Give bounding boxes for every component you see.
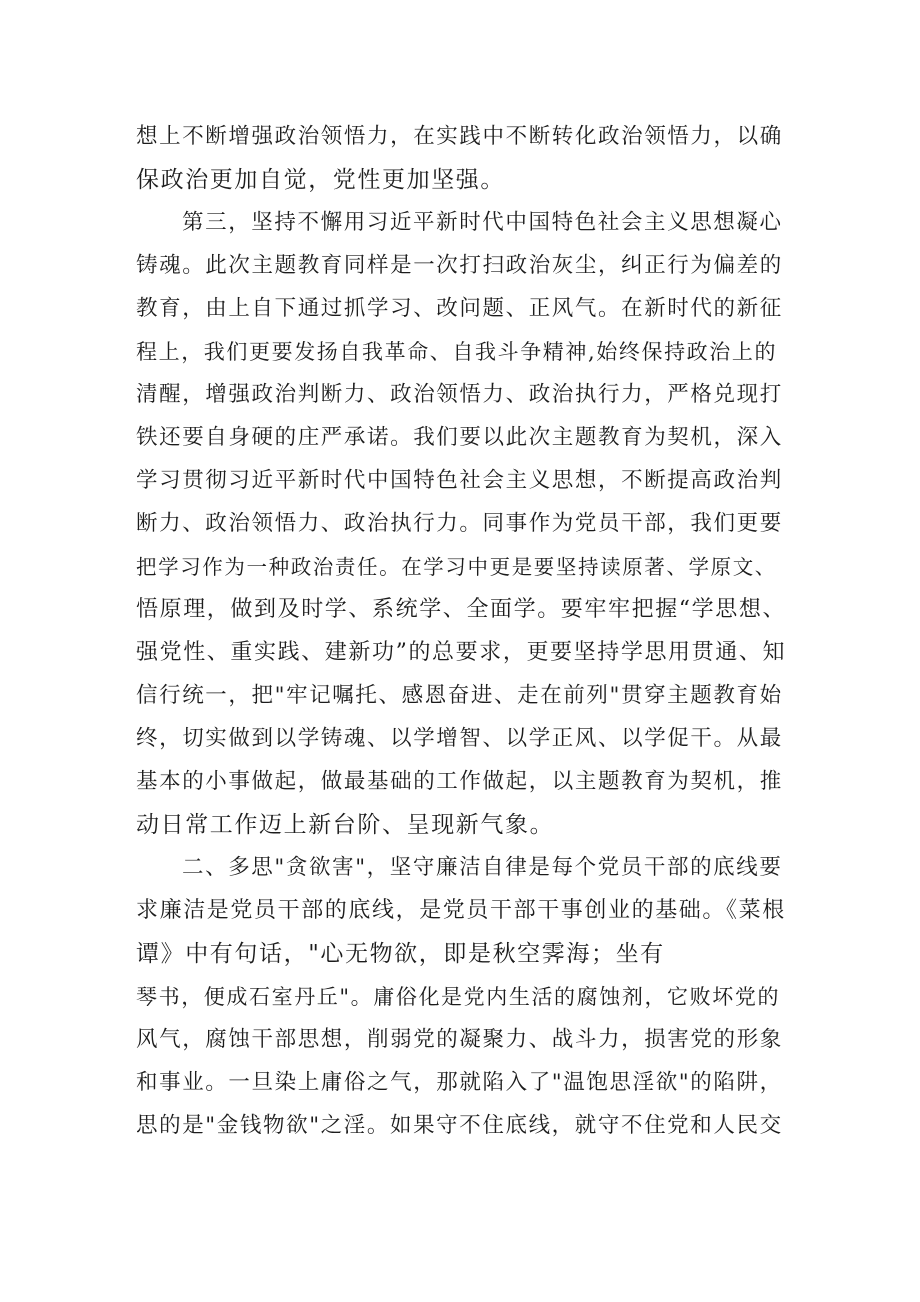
text-line: 教育，由上自下通过抓学习、改问题、正风气。在新时代的新征 <box>136 296 783 321</box>
text-line: 和事业。一旦染上庸俗之气，那就陷入了"温饱思淫欲"的陷阱， <box>136 1070 783 1095</box>
text-line: 基本的小事做起，做最基础的工作做起，以主题教育为契机，推 <box>136 769 783 794</box>
text-line: 信行统一，把"牢记嘱托、感恩奋进、走在前列"贯穿主题教育始 <box>136 683 783 708</box>
text-line: 强党性、重实践、建新功”的总要求，更要坚持学思用贯通、知 <box>136 640 787 665</box>
text-line: 程上，我们更要发扬自我革命、自我斗争精神,始终保持政治上的 <box>136 340 778 364</box>
text-line: 保政治更加自觉，党性更加坚强。 <box>136 167 505 193</box>
text-line: 动日常工作迈上新台阶、呈现新气象。 <box>136 812 555 838</box>
text-line: 学习贯彻习近平新时代中国特色社会主义思想，不断提高政治判 <box>136 468 783 493</box>
text-line: 把学习作为一种政治责任。在学习中更是要坚持读原著、学原文、 <box>136 555 777 579</box>
text-line: 求廉洁是党员干部的底线，是党员干部干事创业的基础。《菜根 <box>136 898 786 923</box>
paragraph-first-line: 第三，坚持不懈用习近平新时代中国特色社会主义思想凝心 <box>182 210 783 235</box>
text-line: 悟原理，做到及时学、系统学、全面学。要牢牢把握“学思想、 <box>136 597 787 622</box>
text-line: 清醒，增强政治判断力、政治领悟力、政治执行力，严格兑现打 <box>136 382 783 407</box>
text-line: 谭》中有句话，"心无物欲，即是秋空霁海；坐有 <box>136 941 665 967</box>
text-line: 琴书，便成石室丹丘"。庸俗化是党内生活的腐蚀剂，它败坏党的 <box>136 985 781 1009</box>
text-line: 风气，腐蚀干部思想，削弱党的凝聚力、战斗力，损害党的形象 <box>136 1027 783 1052</box>
text-line: 终，切实做到以学铸魂、以学增智、以学正风、以学促干。从最 <box>136 726 783 751</box>
text-line: 想上不断增强政治领悟力，在实践中不断转化政治领悟力，以确 <box>136 124 783 149</box>
text-line: 铁还要自身硬的庄严承诺。我们要以此次主题教育为契机，深入 <box>136 425 783 450</box>
text-line: 思的是"金钱物欲"之淫。如果守不住底线，就守不住党和人民交 <box>136 1113 783 1138</box>
section-heading-line: 二、多思"贪欲害"，坚守廉洁自律是每个党员干部的底线要 <box>182 855 783 880</box>
text-line: 断力、政治领悟力、政治执行力。同事作为党员干部，我们更要 <box>136 511 783 536</box>
text-line: 铸魂。此次主题教育同样是一次打扫政治灰尘，纠正行为偏差的 <box>136 253 783 278</box>
